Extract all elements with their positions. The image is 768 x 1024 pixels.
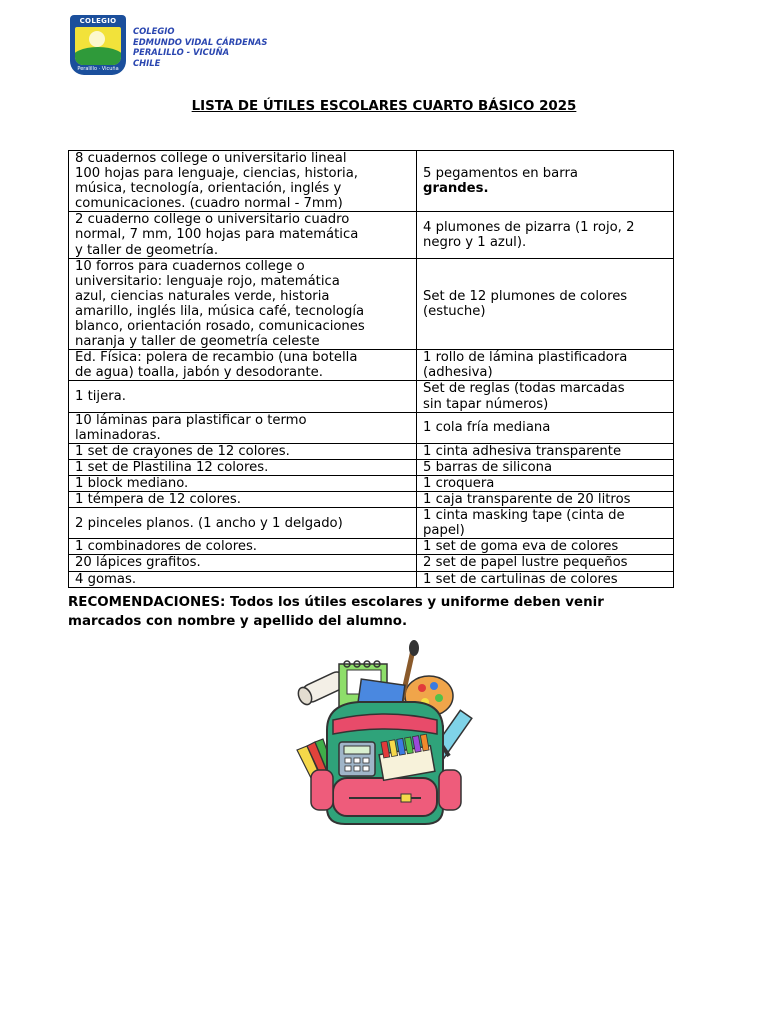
supply-line: azul, ciencias naturales verde, historia — [75, 288, 330, 304]
table-row — [69, 350, 674, 381]
supply-line: comunicaciones. (cuadro normal - 7mm) — [75, 196, 343, 212]
supply-line: 2 pinceles planos. (1 ancho y 1 delgado) — [75, 515, 343, 531]
school-name-line-3: PERALILLO - VICUÑA — [133, 47, 230, 57]
supply-item-left — [69, 412, 417, 443]
school-name-line-1: COLEGIO — [133, 26, 175, 36]
supply-item-left — [69, 350, 417, 381]
school-name-line-2: EDMUNDO VIDAL CÁRDENAS — [133, 36, 268, 47]
supply-line: 1 block mediano. — [75, 475, 189, 491]
supplies-table — [68, 150, 674, 588]
table-row — [69, 555, 674, 571]
supply-item-left — [69, 459, 417, 475]
supply-line: Set de 12 plumones de colores — [423, 288, 628, 304]
supply-item-right — [417, 508, 674, 539]
supply-item-left — [69, 258, 417, 350]
supply-line: 1 croquera — [423, 475, 495, 491]
supply-line: 5 pegamentos en barra — [423, 166, 578, 182]
document-title: LISTA DE ÚTILES ESCOLARES CUARTO BÁSICO 2025 — [191, 99, 577, 114]
table-row — [69, 412, 674, 443]
supply-item-left — [69, 212, 417, 258]
table-row — [69, 443, 674, 459]
logo-bottom-text: Peralillo · Vicuña — [77, 66, 119, 72]
supply-line: 100 hojas para lenguaje, ciencias, historia, — [75, 166, 358, 182]
supply-line: papel) — [423, 523, 465, 539]
supply-item-right — [417, 258, 674, 350]
recommendations — [68, 594, 688, 631]
table-row — [69, 258, 674, 350]
supply-line: 1 tijera. — [75, 388, 126, 404]
supply-item-right — [417, 492, 674, 508]
supply-line: 1 témpera de 12 colores. — [75, 492, 241, 508]
table-row — [69, 381, 674, 412]
table-row — [69, 151, 674, 212]
backpack-illustration — [289, 638, 479, 830]
supply-line: (adhesiva) — [423, 365, 493, 381]
supply-line: 1 cola fría mediana — [423, 420, 551, 436]
supply-item-right — [417, 459, 674, 475]
supply-item-left — [69, 443, 417, 459]
supply-line: Set de reglas (todas marcadas — [423, 381, 625, 397]
supply-line: 1 rollo de lámina plastificadora — [423, 350, 628, 366]
supply-item-left — [69, 492, 417, 508]
table-row — [69, 492, 674, 508]
school-logo — [70, 15, 126, 75]
table-row — [69, 571, 674, 587]
supply-line: (estuche) — [423, 303, 486, 319]
supply-line: negro y 1 azul). — [423, 235, 527, 251]
logo-sun — [89, 31, 105, 47]
supply-line: normal, 7 mm, 100 hojas para matemática — [75, 227, 359, 243]
supply-item-left — [69, 539, 417, 555]
supply-line: universitario: lenguaje rojo, matemática — [75, 273, 340, 289]
supply-line: 1 caja transparente de 20 litros — [423, 492, 631, 508]
calculator-icon — [339, 742, 375, 776]
supply-item-left — [69, 475, 417, 491]
supply-line: 10 forros para cuadernos college o — [75, 258, 305, 274]
supply-item-left — [69, 381, 417, 412]
recommendations-line-1: RECOMENDACIONES: Todos los útiles escolares y uniforme deben venir — [68, 595, 604, 610]
school-name-line-4: CHILE — [133, 57, 161, 68]
supply-item-right — [417, 350, 674, 381]
school-name — [133, 26, 313, 68]
supply-line: de agua) toalla, jabón y desodorante. — [75, 365, 323, 381]
supply-item-right — [417, 381, 674, 412]
supply-line: 1 cinta masking tape (cinta de — [423, 508, 625, 524]
supply-line: Ed. Física: polera de recambio (una botella — [75, 350, 358, 366]
supply-line: 10 láminas para plastificar o termo — [75, 412, 307, 428]
supply-item-right — [417, 151, 674, 212]
supply-line: 1 set de Plastilina 12 colores. — [75, 459, 269, 475]
supply-emphasis: grandes. — [423, 181, 489, 197]
supply-line: y taller de geometría. — [75, 242, 219, 258]
supplies-table-body — [69, 151, 674, 588]
supply-line: amarillo, inglés lila, música café, tecnología — [75, 303, 365, 319]
supply-line: 1 set de cartulinas de colores — [423, 571, 618, 587]
table-row — [69, 459, 674, 475]
supply-item-right — [417, 555, 674, 571]
supply-line: sin tapar números) — [423, 396, 549, 412]
supply-line: 1 cinta adhesiva transparente — [423, 443, 622, 459]
supply-line: 2 cuaderno college o universitario cuadro — [75, 212, 350, 228]
supply-line: 1 set de goma eva de colores — [423, 539, 619, 555]
supply-item-left — [69, 571, 417, 587]
supply-line: laminadoras. — [75, 427, 161, 443]
table-row — [69, 475, 674, 491]
supply-line: blanco, orientación rosado, comunicaciones — [75, 319, 365, 335]
recommendations-line-2: marcados con nombre y apellido del alumno. — [68, 613, 408, 629]
supply-line: 2 set de papel lustre pequeños — [423, 555, 628, 571]
supply-item-right — [417, 212, 674, 258]
supply-line: 5 barras de silicona — [423, 459, 553, 475]
table-row — [69, 539, 674, 555]
supply-line: 4 plumones de pizarra (1 rojo, 2 — [423, 219, 635, 235]
logo-top-text: COLEGIO — [79, 17, 117, 25]
supply-item-right — [417, 539, 674, 555]
supply-line: 20 lápices grafitos. — [75, 555, 201, 571]
supply-line: 4 gomas. — [75, 571, 137, 587]
logo-hill — [75, 47, 121, 65]
supply-item-right — [417, 475, 674, 491]
supply-item-right — [417, 412, 674, 443]
supply-item-left — [69, 151, 417, 212]
table-row — [69, 508, 674, 539]
supply-line: música, tecnología, orientación, inglés y — [75, 181, 342, 197]
logo-shield-field — [75, 27, 121, 65]
supply-item-right — [417, 571, 674, 587]
supply-line: naranja y taller de geometría celeste — [75, 334, 320, 350]
supply-line: 1 combinadores de colores. — [75, 539, 258, 555]
supply-item-left — [69, 508, 417, 539]
supply-item-right — [417, 443, 674, 459]
supply-item-left — [69, 555, 417, 571]
table-row — [69, 212, 674, 258]
supply-line: 8 cuadernos college o universitario lineal — [75, 151, 347, 166]
supply-line: 1 set de crayones de 12 colores. — [75, 443, 290, 459]
